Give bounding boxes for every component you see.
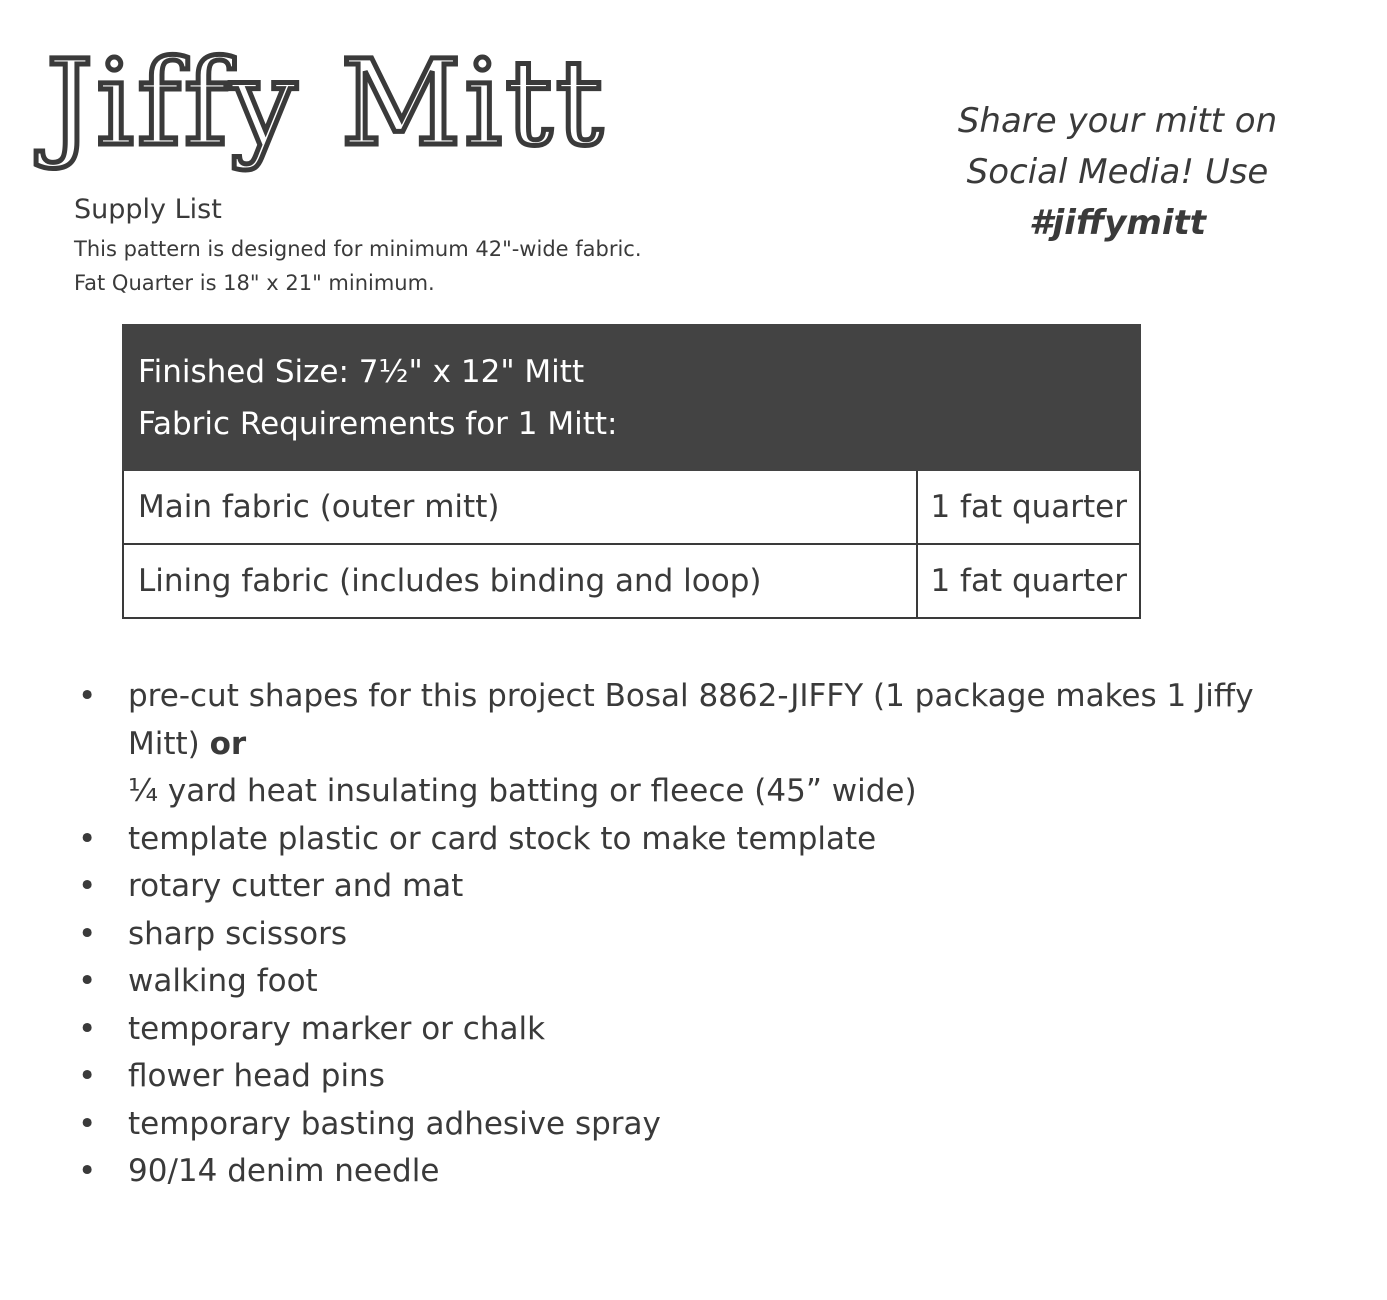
list-item	[0, 1148, 1254, 1196]
list-item-text: Mitt)	[128, 725, 200, 762]
table-row	[123, 544, 1140, 618]
bullet-icon: •	[78, 963, 97, 999]
finished-size: Finished Size: 7½" x 12" Mitt	[138, 353, 585, 390]
hashtag: #jiffymitt	[1028, 203, 1207, 243]
list-item	[0, 911, 1254, 959]
page-title: Jiffy Mitt	[46, 34, 606, 172]
social-share-callout	[930, 96, 1305, 249]
table-header-row	[123, 325, 1140, 470]
supply-list	[0, 673, 1254, 1196]
list-item	[0, 863, 1254, 911]
list-item	[0, 1006, 1254, 1054]
bullet-icon: •	[78, 1010, 97, 1047]
share-line-2: Social Media! Use	[966, 152, 1269, 192]
fat-quarter-note: Fat Quarter is 18" x 21" minimum.	[74, 271, 435, 295]
list-item	[0, 1101, 1254, 1149]
or-label: or	[209, 725, 247, 762]
fabric-requirements-table	[122, 324, 1141, 619]
list-item-text: rotary cutter and mat	[128, 868, 464, 904]
share-line-1: Share your mitt on	[957, 101, 1278, 141]
bullet-icon: •	[78, 868, 97, 904]
bullet-icon: •	[78, 678, 97, 714]
list-item-text: pre-cut shapes for this project Bosal 8862-JIFFY (1 package makes 1 Jiffy	[128, 678, 1254, 714]
list-item-text: sharp scissors	[128, 915, 348, 952]
list-item-text: template plastic or card stock to make template	[128, 820, 877, 857]
list-item	[0, 673, 1254, 816]
bullet-icon: •	[78, 1105, 97, 1142]
list-item-text: flower head pins	[128, 1058, 385, 1094]
supply-list-heading: Supply List	[74, 194, 222, 225]
fabric-item: Main fabric (outer mitt)	[123, 470, 917, 544]
bullet-icon: •	[78, 915, 97, 952]
bullet-icon: •	[78, 1153, 97, 1189]
fabric-quantity: 1 fat quarter	[917, 544, 1140, 618]
table-header-cell	[123, 325, 1140, 470]
list-item	[0, 958, 1254, 1006]
table-row	[123, 470, 1140, 544]
list-item-text: temporary basting adhesive spray	[128, 1105, 661, 1142]
list-item	[0, 816, 1254, 864]
list-item	[0, 1053, 1254, 1101]
list-item-text: temporary marker or chalk	[128, 1010, 546, 1047]
fabric-item: Lining fabric (includes binding and loop)	[123, 544, 917, 618]
fabric-width-note: This pattern is designed for minimum 42"-wide fabric.	[74, 237, 642, 261]
list-item-alternative: ¼ yard heat insulating batting or fleece (45” wide)	[128, 773, 917, 809]
fabric-requirements-label: Fabric Requirements for 1 Mitt:	[138, 405, 618, 442]
list-item-text: 90/14 denim needle	[128, 1153, 440, 1189]
bullet-icon: •	[78, 1058, 97, 1094]
fabric-quantity: 1 fat quarter	[917, 470, 1140, 544]
list-item-text-continued	[128, 721, 1254, 769]
list-item-text: walking foot	[128, 963, 318, 999]
bullet-icon: •	[78, 820, 97, 857]
